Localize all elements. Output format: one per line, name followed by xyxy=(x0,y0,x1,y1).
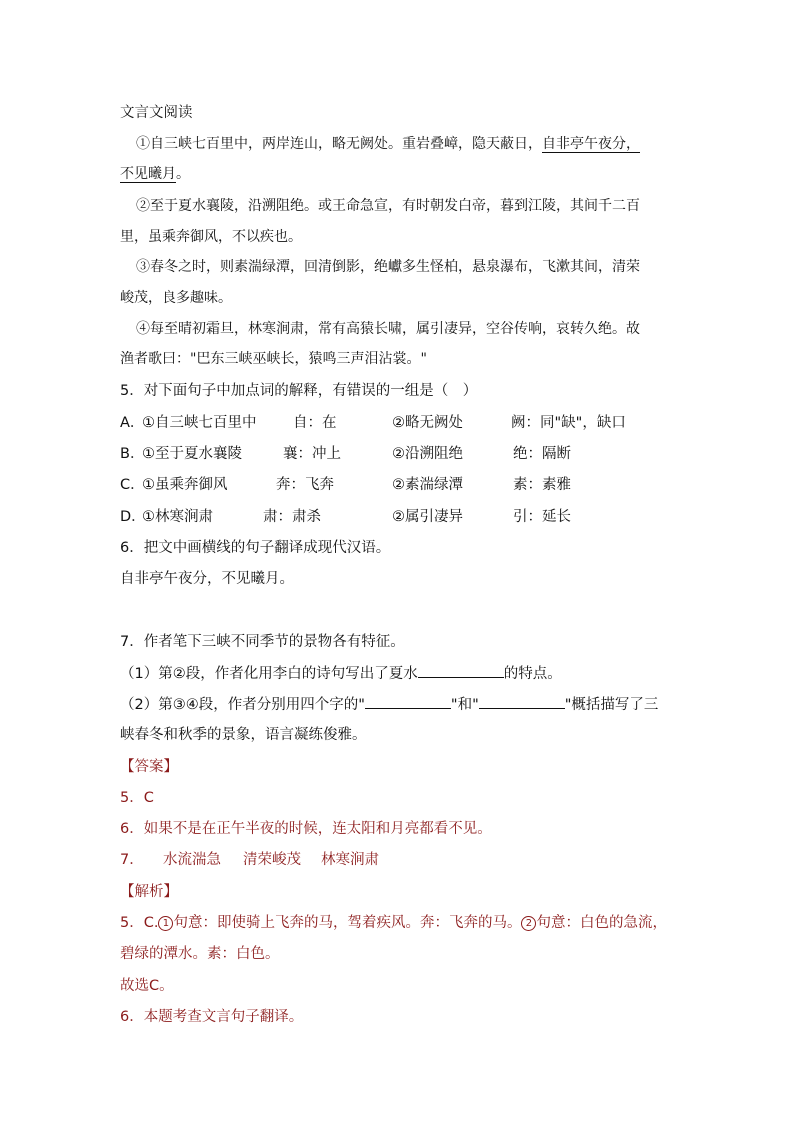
question-6-stem: 6．把文中画横线的句子翻译成现代汉语。 xyxy=(120,540,391,556)
passage-paragraph-3-cont: 峻茂，良多趣味。 xyxy=(120,290,232,306)
answer-heading: 【答案】 xyxy=(120,759,178,775)
passage-paragraph-1-cont: 不见曦月。 xyxy=(120,166,190,182)
answer-7-item: 林寒涧肃 xyxy=(321,852,379,868)
passage-paragraph-1: ①自三峡七百里中，两岸连山，略无阙处。重岩叠嶂，隐天蔽日，自非亭午夜分， xyxy=(136,136,640,152)
answer-6: 6．如果不是在正午半夜的时候，连太阳和月亮都看不见。 xyxy=(120,821,492,837)
answer-blank-2[interactable] xyxy=(365,694,451,709)
question-7-sub-2: （2）第③④段，作者分别用四个字的" "和" "概括描写了三 xyxy=(120,694,658,715)
passage-paragraph-3: ③春冬之时，则素湍绿潭，回清倒影，绝巘多生怪柏，悬泉瀑布，飞漱其间，清荣 xyxy=(136,259,640,275)
question-5-stem: 5．对下面句子中加点词的解释，有错误的一组是（ ） xyxy=(120,383,478,399)
passage-paragraph-2-cont: 里，虽乘奔御风，不以疾也。 xyxy=(120,229,302,245)
answer-blank-1[interactable] xyxy=(418,663,504,678)
analysis-5-cont: 碧绿的潭水。素：白色。 xyxy=(120,946,280,962)
underlined-sentence-part-1: 自非亭午夜分， xyxy=(542,136,640,152)
passage-paragraph-4: ④每至晴初霜旦，林寒涧肃，常有高猿长啸，属引凄异，空谷传响，哀转久绝。故 xyxy=(136,321,640,337)
underlined-sentence-part-2: 不见曦月 xyxy=(120,166,176,182)
passage-paragraph-4-cont: 渔者歌曰："巴东三峡巫峡长，猿鸣三声泪沾裳。" xyxy=(120,351,427,367)
answer-5: 5．C xyxy=(120,790,154,806)
analysis-5-conclusion: 故选C。 xyxy=(120,978,174,994)
answer-7-item: 水流湍急 xyxy=(163,852,221,868)
answer-blank-3[interactable] xyxy=(479,694,565,709)
document-page: 文言文阅读 ①自三峡七百里中，两岸连山，略无阙处。重岩叠嶂，隐天蔽日，自非亭午夜分， 不见曦月。 ②至于夏水襄陵，沿溯阻绝。或王命急宣，有时朝发白帝，暮到江陵，其间千二百 里，虽乘奔御风，不以疾也。 ③春冬之时，则素湍绿潭，回清倒影，绝巘多生怪柏，悬泉瀑布，飞漱其间，清荣 峻茂，良多趣味。 ④每至晴初霜旦，林寒涧肃，常有高猿长啸，属引凄异，空谷传响，哀转久绝。故 渔者歌曰："巴东三峡巫峡长，猿鸣三声泪沾裳。" 5．对下面句子中加点词的解释，有错误的一组是（ ） A． ①自三峡七百里中 自：在 ②略无阙处 阙：同"缺"，缺口 B． ①至于夏水襄陵 襄：冲上 ②沿溯阻绝 绝：隔断 C． ①虽乘奔御风 奔：飞奔 ②素湍绿潭 素：素雅 D． ①林寒涧肃 肃：肃杀 ②属引凄异 引：延长 6．把文中画横线的句子翻译成现代汉语。 自非亭午夜分，不见曦月。 7．作者笔下三峡不同季节的景物各有特征。 （1）第②段，作者化用李白的诗句写出了夏水 的特点。 （2）第③④段，作者分别用四个字的" "和" "概括描写了三 峡春冬和秋季的景象，语言凝练俊雅。 【答案】 5．C 6．如果不是在正午半夜的时候，连太阳和月亮都看不见。 7． 水流湍急 清荣峻茂 林寒涧肃 【解析】 5．C. 1 句意：即使骑上飞奔的马，驾着疾风。奔：飞奔的马。 2 句意：白色的急流， 碧绿的潭水。素：白色。 故选C。 6．本题考查文言句子翻译。 xyxy=(120,105,667,1025)
circled-number: 2 xyxy=(521,916,536,931)
answer-7-item: 清荣峻茂 xyxy=(243,852,301,868)
analysis-5: 5．C. 1 句意：即使骑上飞奔的马，驾着疾风。奔：飞奔的马。 2 句意：白色的急流， xyxy=(120,915,667,931)
section-title: 文言文阅读 xyxy=(120,105,193,121)
question-7-stem: 7．作者笔下三峡不同季节的景物各有特征。 xyxy=(120,634,405,650)
analysis-heading: 【解析】 xyxy=(120,884,178,900)
question-7-sub-2-cont: 峡春冬和秋季的景象，语言凝练俊雅。 xyxy=(120,727,367,743)
question-6-sentence: 自非亭午夜分，不见曦月。 xyxy=(120,571,294,587)
circled-number: 1 xyxy=(158,916,173,931)
analysis-6: 6．本题考查文言句子翻译。 xyxy=(120,1009,304,1025)
question-7-sub-1: （1）第②段，作者化用李白的诗句写出了夏水 的特点。 xyxy=(120,663,562,684)
passage-paragraph-2: ②至于夏水襄陵，沿溯阻绝。或王命急宣，有时朝发白帝，暮到江陵，其间千二百 xyxy=(136,198,640,214)
